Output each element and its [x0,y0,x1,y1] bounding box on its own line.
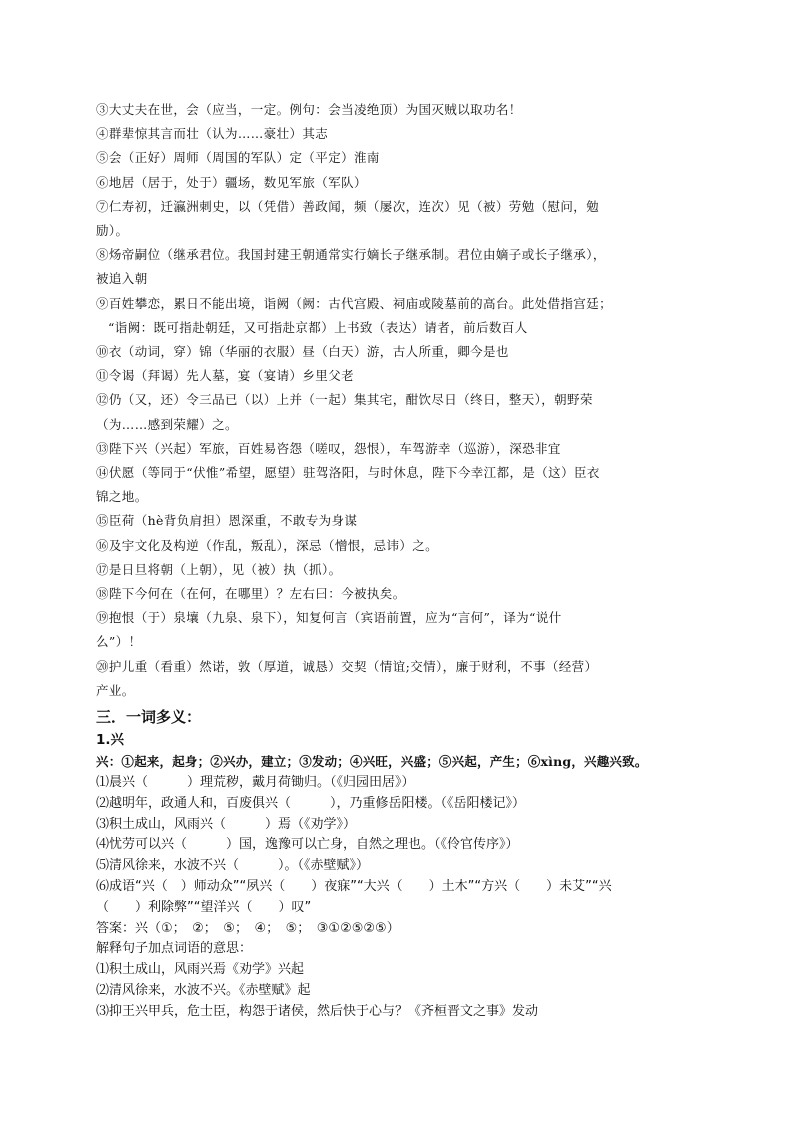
note-line: ⑫仍（又，还）令三品已（以）上并（一起）集其宅，酣饮尽日（终日，整天），朝野荣 [96,392,593,408]
note-line: 产业。 [96,682,135,698]
note-line: 么”）！ [96,634,142,650]
note-line: ⑬陛下兴（兴起）军旅，百姓易咨怨（嗟叹，怨恨），车驾游幸（巡游），深恐非宜 [96,440,561,456]
note-line: ③大丈夫在世，会（应当，一定。例句：会当凌绝顶）为国灭贼以取功名！ [96,102,522,117]
note-line: ⑲抱恨（于）泉壤（九泉、泉下），知复何言（宾语前置，应为“言何”，译为“说什 [96,610,562,626]
note-line: ⑩衣（动词，穿）锦（华丽的衣服）昼（白天）游，古人所重，卿今是也 [96,344,509,360]
note-line: ⑰是日旦将朝（上朝），见（被）执（抓）。 [96,561,342,577]
note-line: ⑪令谒（拜谒）先人墓，宴（宴请）乡里父老 [96,368,355,384]
note-line: ⑭伏愿（等同于“伏惟”希望，愿望）驻驾洛阳，与时休息，陛下今幸江都，是（这）臣衣 [96,465,600,481]
note-line: ⑧炀帝嗣位（继承君位。我国封建王朝通常实行嫡长子继承制。君位由嫡子或长子继承）， [96,247,606,263]
note-line: ⑱陛下今何在（在何，在哪里）？左右曰：今被执矣。 [96,586,406,602]
note-line: ⑮臣荷（hè背负肩担）恩深重，不敢专为身谋 [96,513,358,529]
document-page [96,98,706,1023]
note-line: ④群辈惊其言而壮（认为……豪壮）其志 [96,126,329,142]
answer-line: 答案：兴（①； ②； ⑤； ④； ⑤； ③①②⑤②⑤） [96,920,400,936]
note-line: ⑨百姓攀恋，累日不能出境，诣阙（阙：古代宫殿、祠庙或陵墓前的高台。此处借指宫廷； [96,295,613,311]
note-line: ⑤会（正好）周师（周国的军队）定（平定）淮南 [96,150,380,166]
explain-heading: 解释句子加点词语的意思： [96,941,253,957]
note-line: ⑥地居（居于，处于）疆场，数见军旅（军队） [96,174,367,190]
section-title: 三．一词多义： [96,708,202,727]
exercise-line: （ ）利除弊”“望洋兴（ ）叹” [96,899,312,915]
exercise-line: ⑴晨兴（ ）理荒秽，戴月荷锄归。（《归园田居》） [96,775,415,791]
exercise-line: ⑵越明年，政通人和，百废俱兴（ ），乃重修岳阳楼。（《岳阳楼记》） [96,795,526,811]
note-line: “诣阙：既可指赴朝廷，又可指赴京都）上书致（表达）请者，前后数百人 [108,319,528,335]
note-line: ⑯及宇文化及构逆（作乱，叛乱），深忌（憎恨，忌讳）之。 [96,537,439,553]
explain-line: ⑵清风徐来，水波不兴。《赤壁赋》起 [96,983,311,999]
note-line: ⑳护儿重（看重）然诺，敦（厚道，诚恳）交契（情谊;交情），廉于财利，不事（经营） [96,658,598,674]
subsection-title: 1.兴 [96,732,125,749]
note-line: 锦之地。 [96,489,148,505]
note-line: ⑦仁寿初，迁瀛洲刺史，以（凭借）善政闻，频（屡次，连次）见（被）劳勉（慰问，勉 [96,198,600,214]
exercise-line: ⑶积土成山，风雨兴（ ）焉（《劝学》） [96,816,357,832]
note-line: 励）。 [96,223,129,239]
exercise-line: ⑸清风徐来，水波不兴（ ）。（《赤壁赋》） [96,858,370,874]
note-line: 被追入朝 [96,271,148,287]
annotation-notes [96,98,706,703]
exercise-line: ⑹成语“兴（ ）师动众”“夙兴（ ）夜寐”“大兴（ ）土木”“方兴（ ）未艾”“兴 [96,879,612,895]
exercise-block [96,773,706,1023]
exercise-line: ⑷忧劳可以兴（ ）国，逸豫可以亡身，自然之理也。（《伶官传序》） [96,837,519,853]
meanings-line: 兴：①起来，起身；②兴办，建立；③发动；④兴旺，兴盛；⑤兴起，产生；⑥xìng，兴趣兴致。 [96,754,648,770]
note-line: （为……感到荣耀）之。 [96,416,238,432]
explain-line: ⑶抑王兴甲兵，危士臣，构怨于诸侯，然后快于心与？《齐桓晋文之事》发动 [96,1003,539,1019]
explain-line: ⑴积土成山，风雨兴焉《劝学》兴起 [96,962,305,978]
